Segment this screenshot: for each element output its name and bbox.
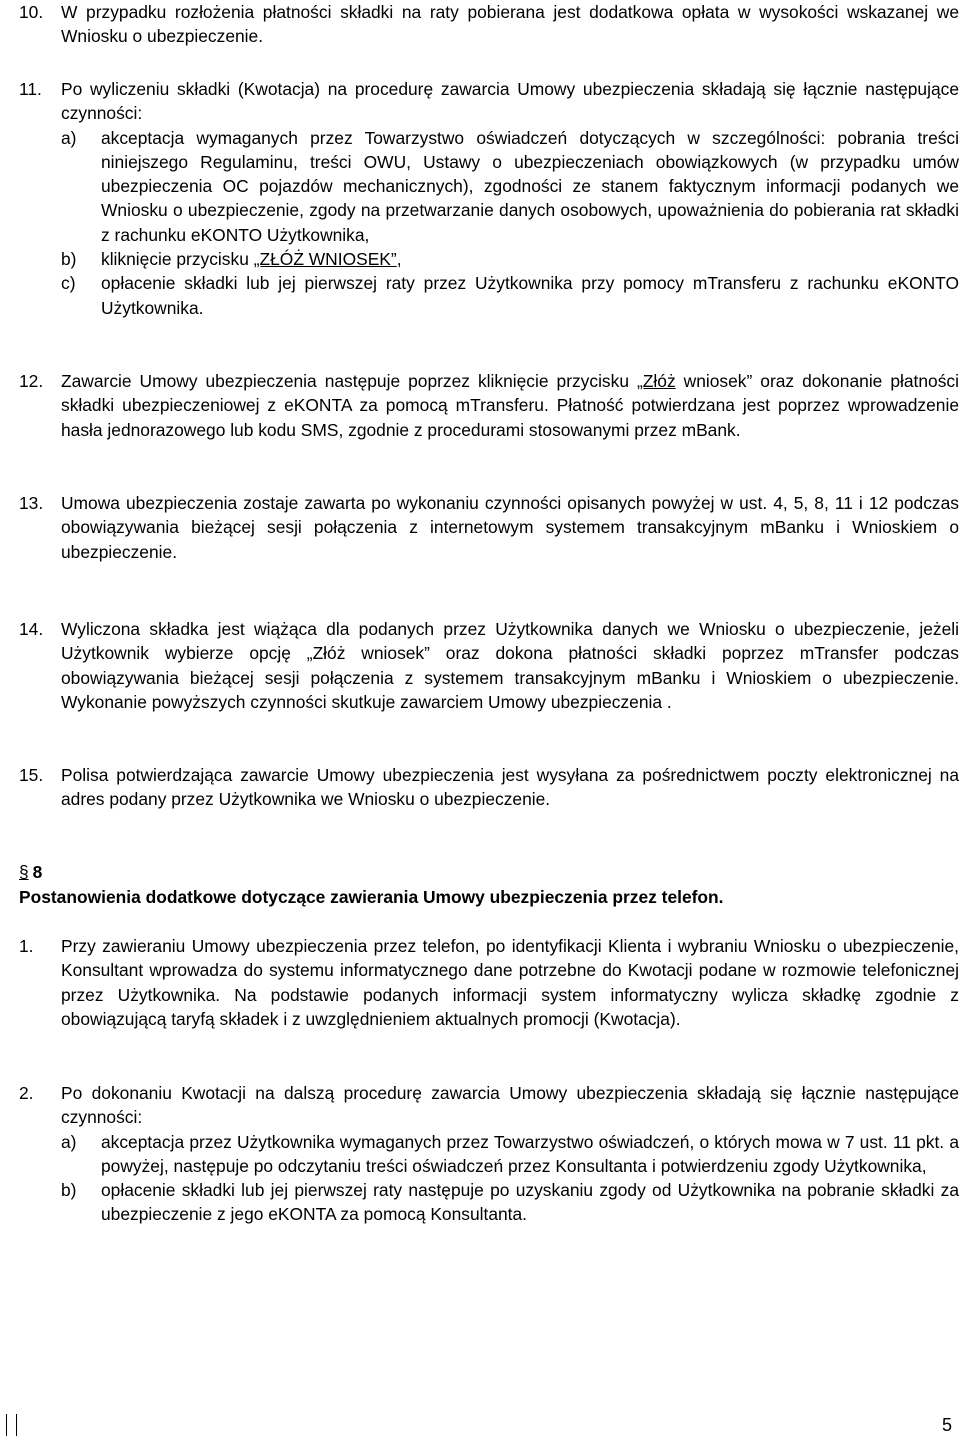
sub-item-label: a) <box>61 127 77 148</box>
item-number: 1. <box>19 936 34 956</box>
item-text: Po dokonaniu Kwotacji na dalszą procedurę zawarcia Umowy ubezpieczenia składają się łącznie następujące czynności: <box>61 1083 959 1128</box>
sub-item-text: opłacenie składki lub jej pierwszej raty następuje po uzyskaniu zgody od Użytkownika na pobranie składki za ubezpieczenie z jego eKONTA za pomocą Konsultanta. <box>101 1180 959 1225</box>
sub-item-text: akceptacja wymaganych przez Towarzystwo oświadczeń dotyczących w szczególności: pobrania treści niniejszego Regulaminu, treści OWU, Ustawy o ubezpieczeniach obowiązkowych (w przypadku umów ubezpieczenia OC pojazdów mechanicznych), zgodności ze stanem faktycznym informacji podanych we Wniosku o ubezpieczenie, zgody na przetwarzanie danych osobowych, upoważnienia do pobierania rat składki z rachunku eKONTO Użytkownika, <box>101 127 959 245</box>
section-symbol: § <box>19 862 29 882</box>
sub-item <box>61 126 959 247</box>
item-text: Polisa potwierdzająca zawarcie Umowy ubezpieczenia jest wysyłana za pośrednictwem poczty elektronicznej na adres podany przez Użytkownika we Wniosku o ubezpieczenie. <box>61 765 959 810</box>
item-number: 15. <box>19 765 44 785</box>
item-number: 2. <box>19 1083 34 1103</box>
item-text: W przypadku rozłożenia płatności składki na raty pobierana jest dodatkowa opłata w wysokości wskazanej we Wniosku o ubezpieczenie. <box>61 2 959 47</box>
list-item <box>19 491 959 564</box>
list-item <box>19 1081 959 1227</box>
item-text: Umowa ubezpieczenia zostaje zawarta po wykonaniu czynności opisanych powyżej w ust. 4, 5, 8, 11 i 12 podczas obowiązywania bieżącej sesji połączenia z internetowym systemem transakcyjnym mBanku i Wnioskiem o ubezpieczenie. <box>61 493 959 562</box>
sub-item-label: a) <box>61 1131 77 1152</box>
section-title: Postanowienia dodatkowe dotyczące zawierania Umowy ubezpieczenia przez telefon. <box>19 887 724 907</box>
item-text: Przy zawieraniu Umowy ubezpieczenia przez telefon, po identyfikacji Klienta i wybraniu Wniosku o ubezpieczenie, Konsultant wprowadza do systemu informatycznego dane potrzebne do Kwotacji podane w rozmowie telefonicznej przez Użytkownika. Na podstawie podanych informacji system informatyczny wylicza składkę zgodnie z obowiązującą taryfą składek i z uwzględnieniem aktualnych promocji (Kwotacja). <box>61 936 959 1029</box>
item-number: 13. <box>19 493 44 513</box>
footer-cursor-marks <box>6 1414 20 1438</box>
sub-item <box>61 1130 959 1179</box>
list-item <box>19 77 959 320</box>
sub-item-text: akceptacja przez Użytkownika wymaganych przez Towarzystwo oświadczeń, o których mowa w 7 ust. 11 pkt. a powyżej, następuje po odczytaniu treści oświadczeń przez Konsultanta i potwierdzeniu zgody Użytkownika, <box>101 1131 959 1176</box>
submit-button-reference: „Złóż <box>637 371 676 391</box>
list-item <box>19 617 959 714</box>
item-number: 14. <box>19 619 44 639</box>
item-text: Zawarcie Umowy ubezpieczenia następuje poprzez kliknięcie przycisku „Złóż wniosek” oraz dokonanie płatności składki ubezpieczeniowej z eKONTA za pomocą mTransferu. Płatność potwierdzana jest poprzez wprowadzenie hasła jednorazowego lub kodu SMS, zgodnie z procedurami stosowanymi przez mBank. <box>61 371 959 440</box>
list-item <box>19 763 959 812</box>
list-item <box>19 369 959 442</box>
item-number: 11. <box>19 79 42 99</box>
item-text: Po wyliczeniu składki (Kwotacja) na procedurę zawarcia Umowy ubezpieczenia składają się łącznie następujące czynności: <box>61 79 959 124</box>
item-number: 10. <box>19 2 44 22</box>
item-text: Wyliczona składka jest wiążąca dla podanych przez Użytkownika danych we Wniosku o ubezpieczenie, jeżeli Użytkownik wybierze opcję „Złóż wniosek” oraz dokona płatności składki poprzez mTransfer podczas obowiązywania bieżącej sesji połączenia z systemem transakcyjnym mBanku i Wnioskiem o ubezpieczenie. Wykonanie powyższych czynności skutkuje zawarciem Umowy ubezpieczenia . <box>61 619 959 712</box>
sub-item-text: opłacenie składki lub jej pierwszej raty przez Użytkownika przy pomocy mTransferu z rachunku eKONTO Użytkownika. <box>101 273 959 318</box>
sub-item <box>61 271 959 320</box>
sub-item-text: kliknięcie przycisku <box>101 249 254 270</box>
page-number: 5 <box>941 1415 952 1435</box>
list-item <box>19 0 959 49</box>
sub-item: b) kliknięcie przycisku „ZŁÓŻ WNIOSEK”, <box>61 247 959 271</box>
sub-item <box>61 1178 959 1227</box>
item-number: 12. <box>19 371 44 391</box>
sub-item-label: c) <box>61 273 76 294</box>
list-item <box>19 934 959 1031</box>
sub-item-label: b) <box>61 1180 77 1201</box>
submit-button-reference: „ZŁÓŻ WNIOSEK” <box>253 249 397 270</box>
sub-item-label: b) <box>61 249 77 270</box>
section-number: § 8 <box>19 862 43 882</box>
